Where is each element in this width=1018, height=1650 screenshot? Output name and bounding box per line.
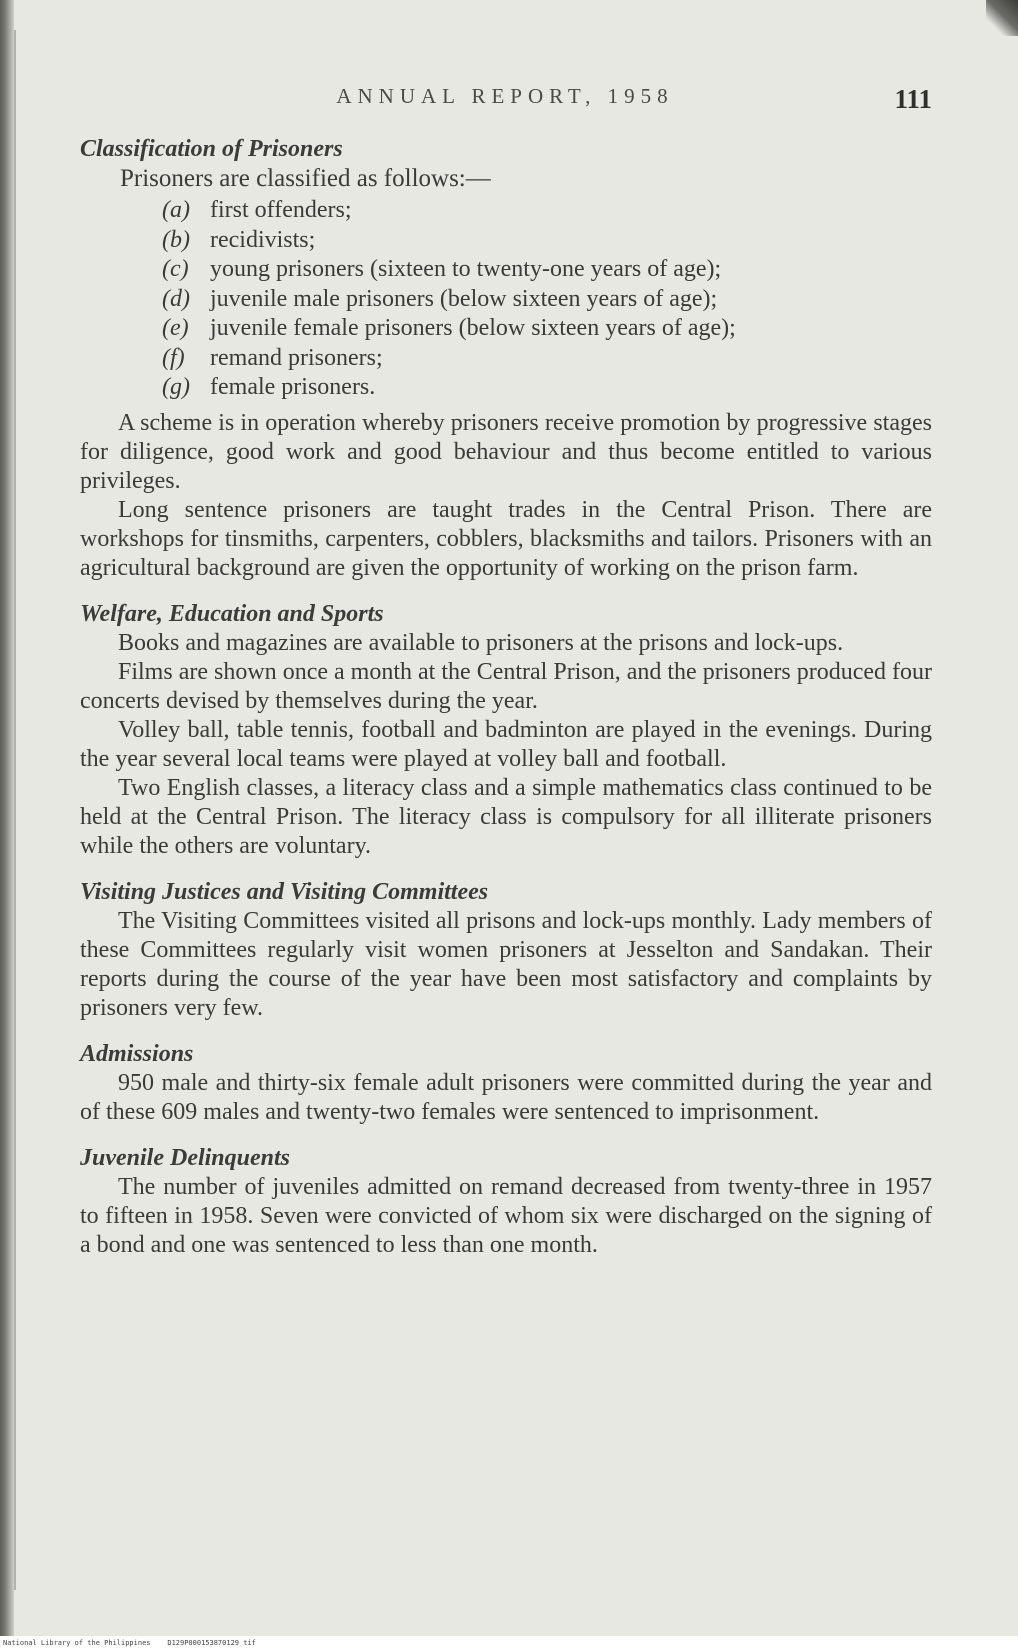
section-spacer — [80, 1023, 932, 1039]
list-item-text: female prisoners. — [210, 374, 376, 400]
list-item-text: first offenders; — [210, 197, 352, 223]
scan-footer-note: National Library of the Philippines D129P000153870129 tif — [0, 1636, 1018, 1650]
paragraph: The number of juveniles admitted on remand decreased from twenty-three in 1957 to fifteen in 1958. Seven were convicted of whom six were discharged on the signing of a bond and one was sentenced to less than one month. — [80, 1173, 932, 1258]
running-head: ANNUAL REPORT, 1958 — [336, 84, 674, 108]
list-item-label: (g) — [162, 374, 190, 400]
section-spacer — [80, 583, 932, 599]
list-item-label: (b) — [162, 226, 190, 253]
section-juvenile — [80, 1143, 932, 1260]
list-item-text: remand prisoners; — [210, 344, 383, 371]
section-spacer — [80, 861, 932, 877]
section-title-juvenile: Juvenile Delinquents — [80, 1144, 291, 1171]
section-title-visiting: Visiting Justices and Visiting Committees — [80, 878, 489, 905]
list-item-text: young prisoners (sixteen to twenty-one years of age); — [210, 256, 722, 282]
list-item-label: (f) — [162, 344, 185, 371]
paragraph: Volley ball, table tennis, football and badminton are played in the evenings. During the year several local teams were played at volley ball and football. — [80, 716, 932, 772]
list-item — [162, 226, 932, 256]
paragraph: 950 male and thirty-six female adult prisoners were committed during the year and of these 609 males and twenty-two females were sentenced to imprisonment. — [80, 1069, 932, 1125]
list-item-label: (d) — [162, 285, 190, 312]
list-item-label: (a) — [162, 197, 190, 223]
binding-shadow — [14, 30, 16, 1590]
section-title-classification: Classification of Prisoners — [80, 136, 343, 162]
section-spacer — [80, 1127, 932, 1143]
page-corner-shadow — [986, 0, 1018, 36]
paragraph: Books and magazines are available to prisoners at the prisons and lock-ups. — [118, 629, 844, 656]
section-title-welfare: Welfare, Education and Sports — [80, 600, 384, 627]
page-content — [80, 82, 932, 1260]
list-item-text: recidivists; — [210, 226, 316, 253]
list-item-label: (c) — [162, 256, 189, 282]
section-classification — [80, 134, 932, 583]
paragraph: Two English classes, a literacy class and a simple mathematics class continued to be held at the Central Prison. The literacy class is compulsory for all illiterate prisoners while the others are voluntary. — [80, 774, 932, 859]
list-item-text: juvenile female prisoners (below sixteen years of age); — [210, 315, 736, 341]
section-admissions — [80, 1039, 932, 1127]
list-item — [162, 344, 932, 374]
list-item-text: juvenile male prisoners (below sixteen years of age); — [210, 285, 718, 312]
paragraph: Long sentence prisoners are taught trades in the Central Prison. There are workshops for tinsmiths, carpenters, cobblers, blacksmiths and tailors. Prisoners with an agricultural background are given the opportunity of working on the prison farm. — [80, 496, 932, 581]
list-item — [162, 255, 932, 285]
classification-intro: Prisoners are classified as follows:— — [120, 165, 491, 192]
paragraph: Films are shown once a month at the Central Prison, and the prisoners produced four concerts devised by themselves during the year. — [80, 658, 932, 714]
list-item — [162, 314, 932, 344]
classification-list — [162, 196, 932, 403]
page-header — [80, 82, 932, 126]
list-item — [162, 373, 932, 403]
list-item-label: (e) — [162, 315, 189, 341]
paragraph: The Visiting Committees visited all prisons and lock-ups monthly. Lady members of these Committees regularly visit women prisoners at Jesselton and Sandakan. Their reports during the course of the year have been most satisfactory and complaints by prisoners very few. — [80, 907, 932, 1021]
section-welfare — [80, 599, 932, 861]
page-binding-edge — [0, 0, 14, 1650]
section-visiting — [80, 877, 932, 1023]
list-item — [162, 285, 932, 315]
paragraph: A scheme is in operation whereby prisoners receive promotion by progressive stages for diligence, good work and good behaviour and thus become entitled to various privileges. — [80, 409, 932, 494]
list-item — [162, 196, 932, 226]
section-title-admissions: Admissions — [80, 1040, 194, 1067]
page-number: 111 — [894, 84, 932, 114]
